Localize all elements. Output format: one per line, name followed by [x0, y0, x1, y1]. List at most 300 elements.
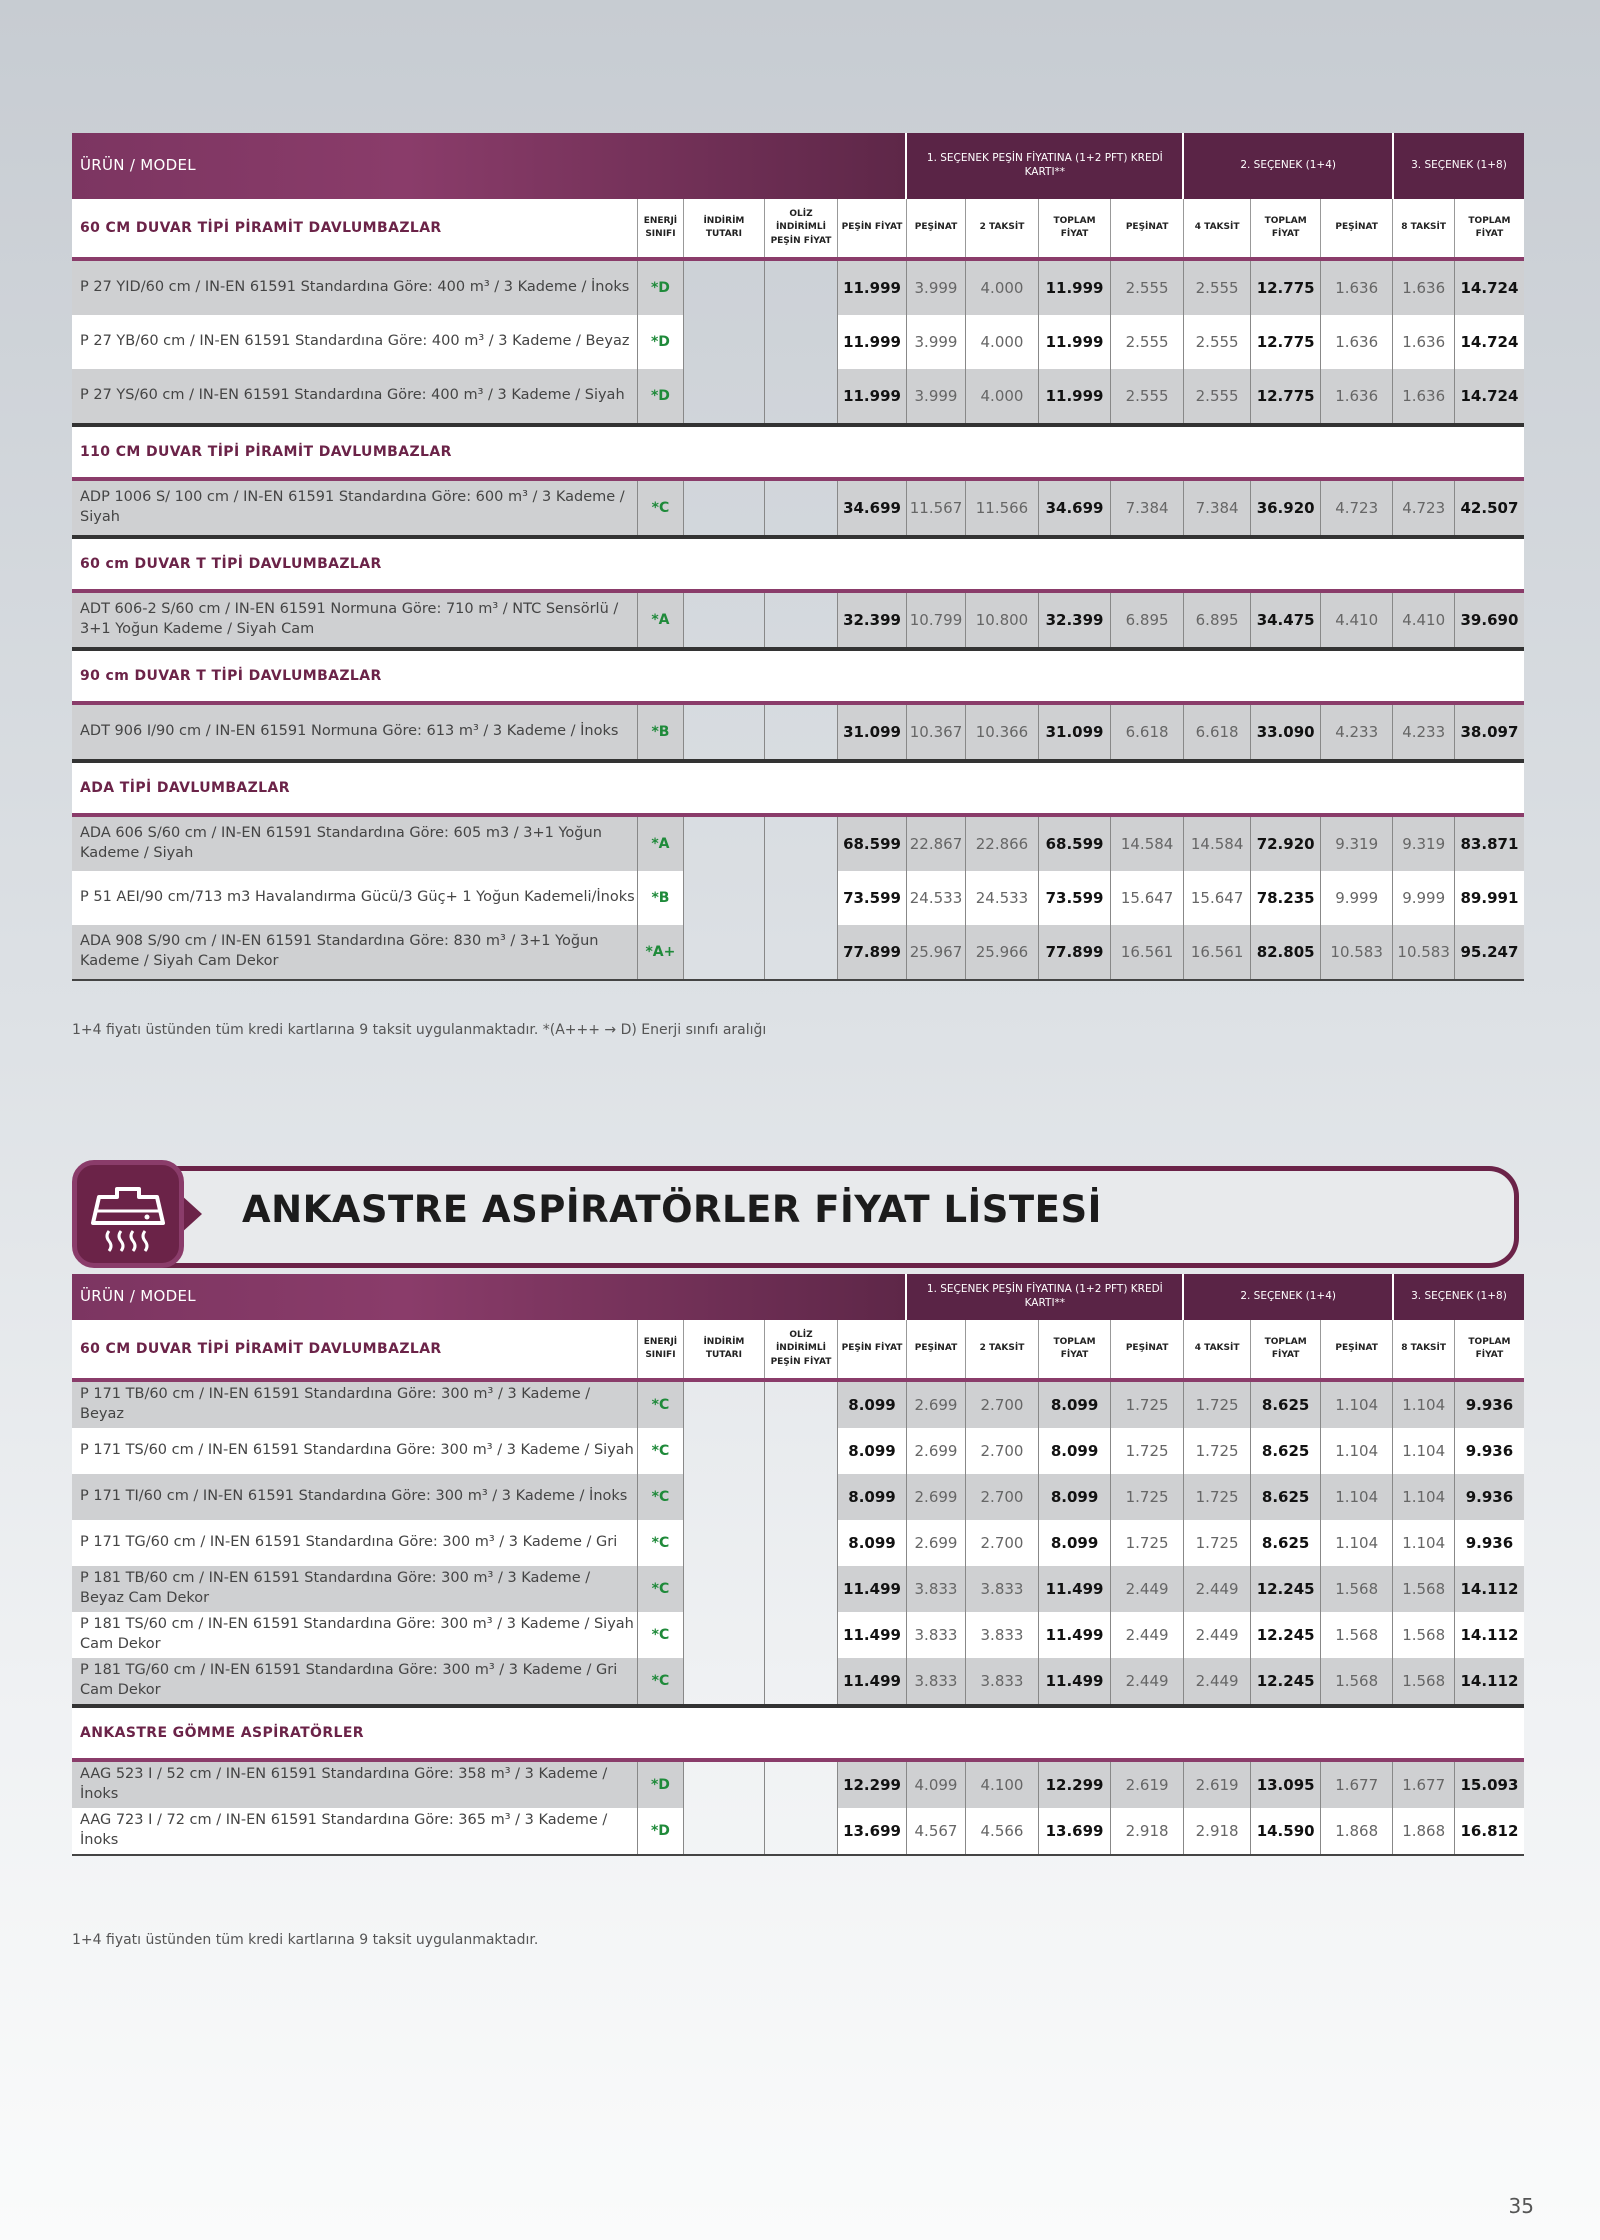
category-row: [72, 649, 1524, 703]
product-model-cell: ADT 906 I/90 cm / IN-EN 61591 Normuna Göre: 613 m³ / 3 Kademe / İnoks: [72, 703, 637, 761]
installment-4-cell: 15.647: [1183, 871, 1251, 925]
down-payment-1-cell: 22.867: [906, 815, 965, 871]
installment-8-cell: 4.723: [1393, 479, 1454, 537]
installment-2-cell: 2.700: [966, 1474, 1039, 1520]
down-payment-2-cell: 15.647: [1111, 871, 1184, 925]
down-payment-1-cell: 4.567: [906, 1808, 965, 1855]
installment-4-cell: 2.918: [1183, 1808, 1251, 1855]
total-3-cell: 9.936: [1454, 1474, 1524, 1520]
installment-8-cell: 1.636: [1393, 259, 1454, 315]
down-payment-2-cell: 1.725: [1111, 1428, 1184, 1474]
down-payment-1-cell: 2.699: [906, 1428, 965, 1474]
model-column-header: ÜRÜN / MODEL: [72, 1274, 906, 1320]
table-header-row: [72, 133, 1524, 199]
net-price-cell: [764, 1474, 838, 1520]
discount-cell: [684, 1520, 765, 1566]
installment-8-cell: 1.568: [1393, 1658, 1454, 1706]
total-3-cell: 14.112: [1454, 1612, 1524, 1658]
down-payment-2-cell: 2.555: [1111, 315, 1184, 369]
net-price-cell: [764, 1428, 838, 1474]
total-1-cell: 11.999: [1038, 259, 1111, 315]
installment-8-cell: 1.568: [1393, 1612, 1454, 1658]
cash-price-cell: 11.499: [838, 1612, 907, 1658]
total-3-cell: 38.097: [1454, 703, 1524, 761]
option-1-header: 1. SEÇENEK PEŞİN FİYATINA (1+2 PFT) KREDİ KARTI**: [906, 133, 1183, 199]
installment-8-cell: 1.636: [1393, 315, 1454, 369]
down-payment-3-cell: 1.636: [1320, 369, 1393, 425]
total-3-cell: 14.724: [1454, 259, 1524, 315]
installment-8-cell: 9.999: [1393, 871, 1454, 925]
product-model-cell: AAG 523 I / 52 cm / IN-EN 61591 Standardına Göre: 358 m³ / 3 Kademe / İnoks: [72, 1760, 637, 1808]
installment-4-cell: 1.725: [1183, 1474, 1251, 1520]
total-3-cell: 9.936: [1454, 1428, 1524, 1474]
installment-8-cell: 1.104: [1393, 1474, 1454, 1520]
energy-class-cell: *D: [637, 369, 683, 425]
table-row: [72, 1520, 1524, 1566]
energy-class-cell: *D: [637, 315, 683, 369]
table-row: [72, 1760, 1524, 1808]
option-2-header: 2. SEÇENEK (1+4): [1183, 1274, 1393, 1320]
option-1-header: 1. SEÇENEK PEŞİN FİYATINA (1+2 PFT) KREDİ KARTI**: [906, 1274, 1183, 1320]
down-payment-2-cell: 6.895: [1111, 591, 1184, 649]
category-row: [72, 425, 1524, 479]
discount-cell: [684, 1474, 765, 1520]
table-row: [72, 1474, 1524, 1520]
net-price-cell: [764, 1808, 838, 1855]
down-payment-1-cell: 3.999: [906, 369, 965, 425]
total-1-cell: 31.099: [1038, 703, 1111, 761]
down-payment-2-cell: 1.725: [1111, 1520, 1184, 1566]
cash-price-cell: 77.899: [838, 925, 907, 980]
down-payment-3-cell: 4.723: [1320, 479, 1393, 537]
table-row: [72, 871, 1524, 925]
cash-price-header: PEŞİN FİYAT: [838, 199, 907, 259]
down-payment-1-cell: 2.699: [906, 1520, 965, 1566]
discount-cell: [684, 1760, 765, 1808]
category-row: [72, 1706, 1524, 1760]
category-title: 60 CM DUVAR TİPİ PİRAMİT DAVLUMBAZLAR: [72, 199, 637, 259]
total-2-cell: 12.775: [1251, 315, 1321, 369]
discount-cell: [684, 369, 765, 425]
product-model-cell: P 27 YB/60 cm / IN-EN 61591 Standardına Göre: 400 m³ / 3 Kademe / Beyaz: [72, 315, 637, 369]
total-3-cell: 83.871: [1454, 815, 1524, 871]
net-price-cell: [764, 871, 838, 925]
cash-price-cell: 68.599: [838, 815, 907, 871]
cash-price-cell: 11.499: [838, 1566, 907, 1612]
footnote-1: 1+4 fiyatı üstünden tüm kredi kartlarına 9 taksit uygulanmaktadır. *(A+++ → D) Enerji sınıfı aralığı: [72, 1022, 767, 1038]
down-payment-3-cell: 4.233: [1320, 703, 1393, 761]
energy-class-cell: *C: [637, 1520, 683, 1566]
down-payment-1-cell: 11.567: [906, 479, 965, 537]
cash-price-cell: 8.099: [838, 1520, 907, 1566]
total-1-cell: 8.099: [1038, 1474, 1111, 1520]
option-2-header: 2. SEÇENEK (1+4): [1183, 133, 1393, 199]
total-2-cell: 8.625: [1251, 1474, 1321, 1520]
cash-price-cell: 11.999: [838, 315, 907, 369]
net-price-header: OLİZ İNDİRİMLİ PEŞİN FİYAT: [764, 199, 838, 259]
installment-8-cell: 4.233: [1393, 703, 1454, 761]
down-payment-1-cell: 2.699: [906, 1474, 965, 1520]
category-title: ADA TİPİ DAVLUMBAZLAR: [72, 761, 1524, 815]
down-payment-2-cell: 2.555: [1111, 369, 1184, 425]
table-row: [72, 591, 1524, 649]
down-payment-1-cell: 24.533: [906, 871, 965, 925]
down-payment-1-header: PEŞİNAT: [906, 199, 965, 259]
down-payment-2-cell: 2.555: [1111, 259, 1184, 315]
total-2-cell: 12.245: [1251, 1566, 1321, 1612]
table-row: [72, 815, 1524, 871]
product-model-cell: P 171 TI/60 cm / IN-EN 61591 Standardına Göre: 300 m³ / 3 Kademe / İnoks: [72, 1474, 637, 1520]
table-row: [72, 703, 1524, 761]
total-3-cell: 14.112: [1454, 1566, 1524, 1612]
total-1-header: TOPLAM FİYAT: [1038, 1320, 1111, 1380]
total-2-cell: 8.625: [1251, 1428, 1321, 1474]
installment-4-cell: 14.584: [1183, 815, 1251, 871]
total-1-cell: 11.499: [1038, 1612, 1111, 1658]
installment-2-cell: 22.866: [966, 815, 1039, 871]
total-2-cell: 82.805: [1251, 925, 1321, 980]
energy-class-cell: *D: [637, 1808, 683, 1855]
installment-8-cell: 1.104: [1393, 1428, 1454, 1474]
total-1-cell: 11.499: [1038, 1566, 1111, 1612]
cash-price-cell: 13.699: [838, 1808, 907, 1855]
installment-8-header: 8 TAKSİT: [1393, 199, 1454, 259]
discount-header: İNDİRİM TUTARI: [684, 199, 765, 259]
down-payment-2-cell: 2.619: [1111, 1760, 1184, 1808]
total-2-cell: 78.235: [1251, 871, 1321, 925]
down-payment-2-header: PEŞİNAT: [1111, 199, 1184, 259]
installment-4-cell: 2.555: [1183, 259, 1251, 315]
column-header-row: [72, 199, 1524, 259]
category-row: [72, 537, 1524, 591]
net-price-cell: [764, 1520, 838, 1566]
category-row: [72, 761, 1524, 815]
down-payment-3-cell: 1.568: [1320, 1612, 1393, 1658]
total-2-cell: 8.625: [1251, 1380, 1321, 1428]
product-model-cell: ADP 1006 S/ 100 cm / IN-EN 61591 Standardına Göre: 600 m³ / 3 Kademe / Siyah: [72, 479, 637, 537]
discount-cell: [684, 871, 765, 925]
total-2-cell: 12.245: [1251, 1612, 1321, 1658]
price-table-1: [72, 133, 1524, 981]
installment-2-cell: 3.833: [966, 1566, 1039, 1612]
installment-8-cell: 4.410: [1393, 591, 1454, 649]
down-payment-3-cell: 1.636: [1320, 259, 1393, 315]
down-payment-2-cell: 1.725: [1111, 1474, 1184, 1520]
down-payment-2-cell: 7.384: [1111, 479, 1184, 537]
discount-cell: [684, 479, 765, 537]
installment-4-cell: 1.725: [1183, 1428, 1251, 1474]
down-payment-3-cell: 1.677: [1320, 1760, 1393, 1808]
product-model-cell: P 181 TS/60 cm / IN-EN 61591 Standardına Göre: 300 m³ / 3 Kademe / Siyah Cam Dekor: [72, 1612, 637, 1658]
installment-8-cell: 1.677: [1393, 1760, 1454, 1808]
footnote-2: 1+4 fiyatı üstünden tüm kredi kartlarına 9 taksit uygulanmaktadır.: [72, 1932, 539, 1948]
total-2-header: TOPLAM FİYAT: [1251, 199, 1321, 259]
discount-cell: [684, 703, 765, 761]
discount-cell: [684, 259, 765, 315]
installment-4-cell: 2.449: [1183, 1566, 1251, 1612]
discount-cell: [684, 815, 765, 871]
installment-2-cell: 4.000: [966, 315, 1039, 369]
cash-price-header: PEŞİN FİYAT: [838, 1320, 907, 1380]
total-2-cell: 33.090: [1251, 703, 1321, 761]
installment-2-cell: 4.000: [966, 369, 1039, 425]
total-1-cell: 8.099: [1038, 1380, 1111, 1428]
installment-2-cell: 24.533: [966, 871, 1039, 925]
down-payment-3-cell: 9.999: [1320, 871, 1393, 925]
discount-cell: [684, 1428, 765, 1474]
down-payment-2-cell: 2.449: [1111, 1612, 1184, 1658]
installment-2-cell: 3.833: [966, 1658, 1039, 1706]
discount-header: İNDİRİM TUTARI: [684, 1320, 765, 1380]
energy-class-cell: *B: [637, 871, 683, 925]
total-1-cell: 34.699: [1038, 479, 1111, 537]
total-3-header: TOPLAM FİYAT: [1454, 1320, 1524, 1380]
down-payment-3-cell: 1.568: [1320, 1658, 1393, 1706]
net-price-cell: [764, 815, 838, 871]
total-3-cell: 42.507: [1454, 479, 1524, 537]
net-price-cell: [764, 1380, 838, 1428]
net-price-cell: [764, 369, 838, 425]
down-payment-2-cell: 2.918: [1111, 1808, 1184, 1855]
installment-4-cell: 6.895: [1183, 591, 1251, 649]
down-payment-2-header: PEŞİNAT: [1111, 1320, 1184, 1380]
installment-8-cell: 1.868: [1393, 1808, 1454, 1855]
energy-class-cell: *C: [637, 1612, 683, 1658]
down-payment-3-cell: 1.104: [1320, 1474, 1393, 1520]
energy-class-cell: *C: [637, 1428, 683, 1474]
installment-4-cell: 7.384: [1183, 479, 1251, 537]
total-3-cell: 39.690: [1454, 591, 1524, 649]
installment-2-cell: 2.700: [966, 1520, 1039, 1566]
category-title: 60 cm DUVAR T TİPİ DAVLUMBAZLAR: [72, 537, 1524, 591]
down-payment-1-cell: 3.999: [906, 259, 965, 315]
discount-cell: [684, 1566, 765, 1612]
down-payment-3-header: PEŞİNAT: [1320, 199, 1393, 259]
category-title: 110 CM DUVAR TİPİ PİRAMİT DAVLUMBAZLAR: [72, 425, 1524, 479]
category-title: ANKASTRE GÖMME ASPİRATÖRLER: [72, 1706, 1524, 1760]
installment-2-header: 2 TAKSİT: [966, 199, 1039, 259]
down-payment-1-cell: 25.967: [906, 925, 965, 980]
installment-4-cell: 2.555: [1183, 315, 1251, 369]
installment-2-header: 2 TAKSİT: [966, 1320, 1039, 1380]
installment-8-cell: 1.104: [1393, 1520, 1454, 1566]
total-1-cell: 11.999: [1038, 369, 1111, 425]
down-payment-1-cell: 3.833: [906, 1566, 965, 1612]
product-model-cell: P 27 YID/60 cm / IN-EN 61591 Standardına Göre: 400 m³ / 3 Kademe / İnoks: [72, 259, 637, 315]
product-model-cell: P 171 TG/60 cm / IN-EN 61591 Standardına Göre: 300 m³ / 3 Kademe / Gri: [72, 1520, 637, 1566]
installment-2-cell: 4.000: [966, 259, 1039, 315]
table-row: [72, 479, 1524, 537]
cash-price-cell: 11.499: [838, 1658, 907, 1706]
table-row: [72, 259, 1524, 315]
discount-cell: [684, 315, 765, 369]
energy-class-cell: *C: [637, 1380, 683, 1428]
energy-class-cell: *C: [637, 479, 683, 537]
installment-8-cell: 1.104: [1393, 1380, 1454, 1428]
table-row: [72, 369, 1524, 425]
table-row: [72, 1612, 1524, 1658]
down-payment-1-cell: 3.833: [906, 1658, 965, 1706]
product-model-cell: P 171 TS/60 cm / IN-EN 61591 Standardına Göre: 300 m³ / 3 Kademe / Siyah: [72, 1428, 637, 1474]
total-1-cell: 13.699: [1038, 1808, 1111, 1855]
installment-8-cell: 1.636: [1393, 369, 1454, 425]
down-payment-3-cell: 1.104: [1320, 1428, 1393, 1474]
installment-8-header: 8 TAKSİT: [1393, 1320, 1454, 1380]
table-header-row: [72, 1274, 1524, 1320]
installment-2-cell: 4.100: [966, 1760, 1039, 1808]
product-model-cell: P 27 YS/60 cm / IN-EN 61591 Standardına Göre: 400 m³ / 3 Kademe / Siyah: [72, 369, 637, 425]
down-payment-1-cell: 2.699: [906, 1380, 965, 1428]
option-3-header: 3. SEÇENEK (1+8): [1393, 1274, 1524, 1320]
total-3-cell: 9.936: [1454, 1380, 1524, 1428]
installment-4-cell: 2.555: [1183, 369, 1251, 425]
total-2-cell: 34.475: [1251, 591, 1321, 649]
down-payment-1-cell: 4.099: [906, 1760, 965, 1808]
total-1-cell: 12.299: [1038, 1760, 1111, 1808]
total-1-cell: 68.599: [1038, 815, 1111, 871]
net-price-cell: [764, 1566, 838, 1612]
net-price-cell: [764, 315, 838, 369]
down-payment-2-cell: 14.584: [1111, 815, 1184, 871]
discount-cell: [684, 591, 765, 649]
down-payment-3-header: PEŞİNAT: [1320, 1320, 1393, 1380]
total-3-cell: 14.724: [1454, 315, 1524, 369]
net-price-cell: [764, 259, 838, 315]
cash-price-cell: 31.099: [838, 703, 907, 761]
energy-class-cell: *C: [637, 1566, 683, 1612]
product-model-cell: ADT 606-2 S/60 cm / IN-EN 61591 Normuna Göre: 710 m³ / NTC Sensörlü / 3+1 Yoğun Kademe / Siyah Cam: [72, 591, 637, 649]
cash-price-cell: 8.099: [838, 1380, 907, 1428]
energy-class-cell: *C: [637, 1474, 683, 1520]
table-row: [72, 1428, 1524, 1474]
total-3-cell: 15.093: [1454, 1760, 1524, 1808]
down-payment-2-cell: 2.449: [1111, 1658, 1184, 1706]
category-title: 60 CM DUVAR TİPİ PİRAMİT DAVLUMBAZLAR: [72, 1320, 637, 1380]
total-2-header: TOPLAM FİYAT: [1251, 1320, 1321, 1380]
down-payment-1-cell: 3.833: [906, 1612, 965, 1658]
down-payment-3-cell: 1.568: [1320, 1566, 1393, 1612]
net-price-cell: [764, 1658, 838, 1706]
installment-2-cell: 25.966: [966, 925, 1039, 980]
installment-4-cell: 1.725: [1183, 1380, 1251, 1428]
net-price-cell: [764, 703, 838, 761]
down-payment-3-cell: 1.104: [1320, 1520, 1393, 1566]
discount-cell: [684, 1612, 765, 1658]
installment-2-cell: 10.366: [966, 703, 1039, 761]
cash-price-cell: 32.399: [838, 591, 907, 649]
installment-2-cell: 2.700: [966, 1428, 1039, 1474]
down-payment-1-cell: 3.999: [906, 315, 965, 369]
installment-8-cell: 9.319: [1393, 815, 1454, 871]
total-1-cell: 32.399: [1038, 591, 1111, 649]
model-column-header: ÜRÜN / MODEL: [72, 133, 906, 199]
total-2-cell: 36.920: [1251, 479, 1321, 537]
total-1-cell: 73.599: [1038, 871, 1111, 925]
category-title: 90 cm DUVAR T TİPİ DAVLUMBAZLAR: [72, 649, 1524, 703]
table-row: [72, 925, 1524, 980]
table-row: [72, 1380, 1524, 1428]
product-model-cell: P 51 AEI/90 cm/713 m3 Havalandırma Gücü/3 Güç+ 1 Yoğun Kademeli/İnoks: [72, 871, 637, 925]
energy-class-cell: *B: [637, 703, 683, 761]
down-payment-3-cell: 1.868: [1320, 1808, 1393, 1855]
net-price-header: OLİZ İNDİRİMLİ PEŞİN FİYAT: [764, 1320, 838, 1380]
discount-cell: [684, 1658, 765, 1706]
product-model-cell: AAG 723 I / 72 cm / IN-EN 61591 Standardına Göre: 365 m³ / 3 Kademe / İnoks: [72, 1808, 637, 1855]
installment-2-cell: 11.566: [966, 479, 1039, 537]
cash-price-cell: 8.099: [838, 1474, 907, 1520]
total-1-cell: 77.899: [1038, 925, 1111, 980]
total-3-cell: 14.724: [1454, 369, 1524, 425]
energy-class-cell: *D: [637, 1760, 683, 1808]
down-payment-3-cell: 1.636: [1320, 315, 1393, 369]
cash-price-cell: 11.999: [838, 369, 907, 425]
total-2-cell: 8.625: [1251, 1520, 1321, 1566]
total-3-cell: 95.247: [1454, 925, 1524, 980]
total-2-cell: 12.775: [1251, 259, 1321, 315]
energy-class-header: ENERJİ SINIFI: [637, 1320, 683, 1380]
total-2-cell: 12.775: [1251, 369, 1321, 425]
installment-4-header: 4 TAKSİT: [1183, 199, 1251, 259]
cash-price-cell: 11.999: [838, 259, 907, 315]
table-row: [72, 315, 1524, 369]
energy-class-cell: *A: [637, 815, 683, 871]
net-price-cell: [764, 591, 838, 649]
installment-8-cell: 10.583: [1393, 925, 1454, 980]
total-3-cell: 9.936: [1454, 1520, 1524, 1566]
net-price-cell: [764, 1612, 838, 1658]
down-payment-3-cell: 4.410: [1320, 591, 1393, 649]
net-price-cell: [764, 1760, 838, 1808]
product-model-cell: P 181 TB/60 cm / IN-EN 61591 Standardına Göre: 300 m³ / 3 Kademe / Beyaz Cam Dekor: [72, 1566, 637, 1612]
total-3-cell: 16.812: [1454, 1808, 1524, 1855]
energy-class-cell: *A: [637, 591, 683, 649]
installment-4-cell: 1.725: [1183, 1520, 1251, 1566]
installment-4-cell: 2.449: [1183, 1658, 1251, 1706]
total-2-cell: 72.920: [1251, 815, 1321, 871]
down-payment-3-cell: 1.104: [1320, 1380, 1393, 1428]
down-payment-3-cell: 10.583: [1320, 925, 1393, 980]
net-price-cell: [764, 479, 838, 537]
product-model-cell: P 171 TB/60 cm / IN-EN 61591 Standardına Göre: 300 m³ / 3 Kademe / Beyaz: [72, 1380, 637, 1428]
down-payment-1-cell: 10.799: [906, 591, 965, 649]
energy-class-cell: *A+: [637, 925, 683, 980]
total-3-header: TOPLAM FİYAT: [1454, 199, 1524, 259]
total-3-cell: 89.991: [1454, 871, 1524, 925]
installment-8-cell: 1.568: [1393, 1566, 1454, 1612]
price-table-2: [72, 1274, 1524, 1856]
energy-class-header: ENERJİ SINIFI: [637, 199, 683, 259]
down-payment-2-cell: 1.725: [1111, 1380, 1184, 1428]
column-header-row: [72, 1320, 1524, 1380]
section-banner: [72, 1160, 1532, 1268]
table-row: [72, 1658, 1524, 1706]
energy-class-cell: *D: [637, 259, 683, 315]
product-model-cell: P 181 TG/60 cm / IN-EN 61591 Standardına Göre: 300 m³ / 3 Kademe / Gri Cam Dekor: [72, 1658, 637, 1706]
installment-2-cell: 10.800: [966, 591, 1039, 649]
discount-cell: [684, 925, 765, 980]
down-payment-2-cell: 6.618: [1111, 703, 1184, 761]
total-1-header: TOPLAM FİYAT: [1038, 199, 1111, 259]
total-2-cell: 12.245: [1251, 1658, 1321, 1706]
down-payment-3-cell: 9.319: [1320, 815, 1393, 871]
page-number: 35: [1508, 2194, 1534, 2218]
installment-2-cell: 3.833: [966, 1612, 1039, 1658]
cash-price-cell: 73.599: [838, 871, 907, 925]
cash-price-cell: 34.699: [838, 479, 907, 537]
total-1-cell: 8.099: [1038, 1520, 1111, 1566]
down-payment-2-cell: 2.449: [1111, 1566, 1184, 1612]
energy-class-cell: *C: [637, 1658, 683, 1706]
